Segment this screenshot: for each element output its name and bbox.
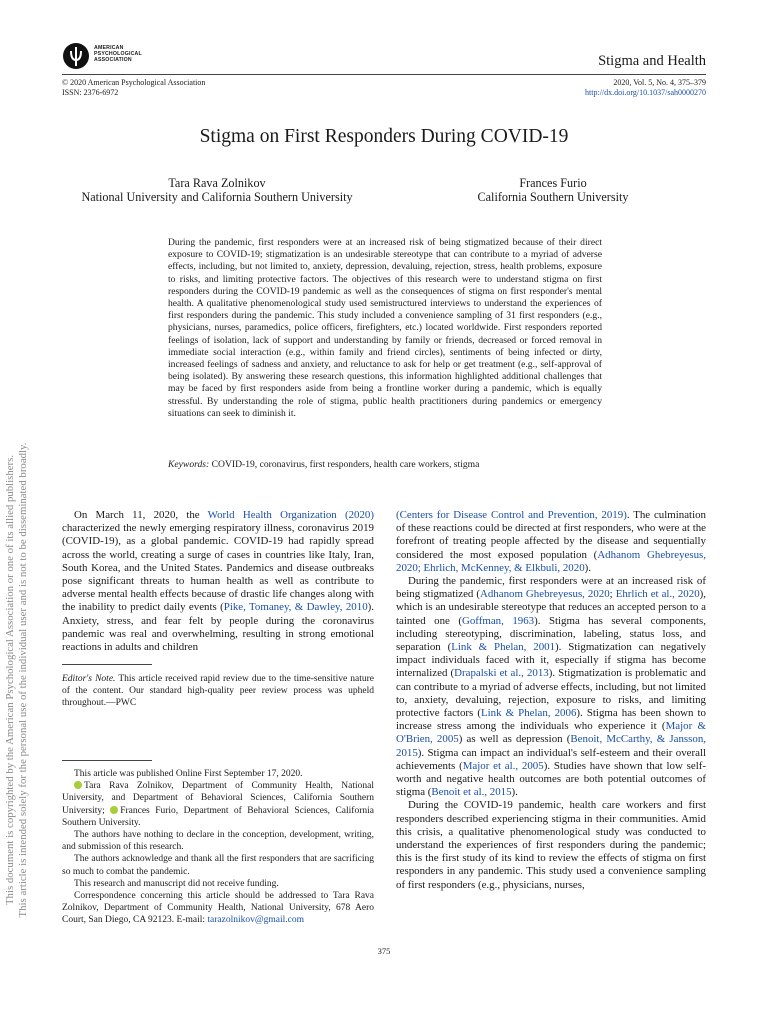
body-column-right — [396, 509, 706, 892]
text-run: ). Anxiety, stress, and fear felt by people during the coronavirus pandemic was real and overwhelming, resulting in strong emotional reactions in adults and children — [62, 601, 375, 654]
footnote-text: Correspondence concerning this article should be addressed to Tara Rava Zolnikov, Department of Community Health, National University, 678 Aero Court, San Diego, CA 92123. E-mail: — [62, 891, 374, 926]
text-run: ). Stigma has several components, including stereotyping, discrimination, labeling, status loss, and separation ( — [396, 614, 707, 654]
text-run: ). Stigma has been shown to increase stress among the individuals who experience it ( — [396, 707, 707, 733]
volume-line: 2020, Vol. 5, No. 4, 375–379 — [613, 78, 706, 87]
keywords — [168, 459, 602, 470]
citation-link[interactable]: Drapalski et al., 2013 — [454, 667, 549, 680]
citation-link[interactable]: Adhanom Ghebreyesus, 2020 — [480, 588, 610, 601]
citation-link[interactable]: Benoit, McCarthy, & Jansson, 2015 — [396, 733, 706, 759]
side-notice-line-2: This article is intended solely for the personal use of the individual user and is not to be disseminated broadly. — [17, 442, 29, 918]
text-run: ). Stigma can impact an individual's self-esteem and their overall achievements ( — [396, 746, 706, 772]
footnote-author-1 — [62, 780, 374, 829]
body-paragraph — [62, 509, 374, 654]
journal-name: Stigma and Health — [598, 53, 706, 69]
copyright-line: © 2020 American Psychological Association — [62, 78, 206, 87]
citation-block — [585, 78, 706, 97]
text-run: ; — [609, 588, 616, 601]
orcid-icon[interactable] — [110, 806, 118, 814]
editors-note — [62, 673, 374, 710]
footnote-text: Tara Rava Zolnikov, Department of Community Health, National University, and Department of Behavioral Sciences, California Southern University; — [62, 781, 374, 816]
citation-link[interactable]: World Health Organization (2020) — [207, 509, 375, 521]
body-column-left — [62, 509, 374, 654]
apa-logo-text: AMERICAN PSYCHOLOGICAL ASSOCIATION — [94, 45, 142, 63]
keywords-label: Keywords: — [168, 459, 210, 470]
footnote-thanks: The authors acknowledge and thank all the first responders that are sacrificing so much to combat the pandemic. — [62, 854, 374, 877]
apa-logo-icon — [62, 42, 90, 70]
author-footnotes — [62, 768, 374, 927]
citation-link[interactable]: Pike, Tomaney, & Dawley, 2010 — [223, 601, 368, 614]
page-number: 375 — [377, 946, 391, 956]
body-paragraph — [396, 799, 706, 891]
footnote-correspondence — [62, 890, 374, 927]
apa-logo — [62, 42, 172, 72]
author-2-affiliation: California Southern University — [477, 190, 629, 204]
copyright-block — [62, 78, 205, 97]
text-run: During the COVID-19 pandemic, health care workers and first responders described experiencing stigma in their communities. Amid this crisis, a qualitative phenomenological study was conducted to understand the experiences of first responders during the pandemic; this is the first study of its kind to review the effects of stigma on first responders in any pandemic. This study used a convenience sampling of first responders (e.g., physicians, nurses, — [396, 799, 706, 891]
side-notice-line-1: This document is copyrighted by the American Psychological Association or one of its allied publishers. — [4, 454, 16, 906]
citation-link[interactable]: Link & Phelan, 2001 — [451, 641, 556, 654]
doi-link[interactable]: http://dx.doi.org/10.1037/sah0000270 — [585, 87, 706, 97]
citation-link[interactable]: (Centers for Disease Control and Prevention, 2019) — [396, 509, 627, 521]
copyright-side-notice — [4, 360, 60, 1000]
footnote-funding: This research and manuscript did not receive funding. — [74, 878, 279, 889]
citation-link[interactable]: Benoit et al., 2015 — [431, 786, 512, 799]
citation-link[interactable]: Goffman, 1963 — [461, 614, 535, 627]
text-run: ). Stigmatization is problematic and can contribute to a myriad of adverse effects, including, but not limited to, anxiety, devaluing, rejection, exposure to risks, and limiting protective factors ( — [396, 667, 707, 720]
body-paragraph — [396, 575, 706, 799]
orcid-icon[interactable] — [74, 781, 82, 789]
body-paragraph — [396, 509, 706, 575]
text-run: characterized the newly emerging respiratory illness, coronavirus 2019 (COVID-19), as a global pandemic. COVID-19 had rapidly spread across the world, creating a surge of cases in countries like Italy, Iran, South Korea, and the United States. Pandemics and disease outbreaks pose significant threats to human health as well as contribute to adverse mental health effects because of drastic life changes along with the inability to predict daily events ( — [62, 522, 374, 614]
editors-note-text: This article received rapid review due to the time-sensitive nature of the content. Our standard high-quality peer review process was upheld throughout.—PWC — [62, 674, 374, 709]
email-link[interactable]: tarazolnikov@gmail.com — [207, 915, 305, 926]
text-run: On March 11, 2020, the — [74, 509, 208, 521]
citation-link[interactable]: Major & O'Brien, 2005 — [396, 720, 707, 746]
citation-link[interactable]: Ehrlich et al., 2020 — [615, 588, 700, 601]
citation-link[interactable]: Link & Phelan, 2006 — [480, 707, 577, 720]
author-2-name: Frances Furio — [519, 176, 587, 190]
author-1-name: Tara Rava Zolnikov — [168, 176, 266, 190]
header-divider — [62, 74, 706, 75]
text-run: During the pandemic, first responders were at an increased risk of being stigmatized ( — [396, 575, 706, 601]
footnote-text: Frances Furio, Department of Behavioral Sciences, California Southern University. — [62, 805, 374, 828]
text-run: ). Studies have shown that low self-worth and negative health outcomes are both potential outcomes of stigma ( — [396, 759, 706, 799]
footnote-published: This article was published Online First September 17, 2020. — [74, 769, 303, 779]
citation-link[interactable]: Major et al., 2005 — [462, 759, 544, 772]
text-run: ), which is an undesirable stereotype that reduces an accepted person to a tainted one ( — [396, 588, 706, 627]
author-2 — [448, 176, 658, 204]
abstract: During the pandemic, first responders were at an increased risk of being stigmatized because of their direct exposure to COVID-19; stigmatization is an undesirable stereotype that can contribute to a myriad of adverse effects, including, but not limited to, anxiety, depression, devaluing, rejection, stress, health problems, exposure to risks, and limiting protective factors. The objectives of this research were to understand stigma on first responders during the COVID-19 pandemic as well as the consequences of stigma on first responder's mental health. A qualitative phenomenological study used semistructured interviews to understand the experiences of first responders during the pandemic. This study included a convenience sampling of 31 first responders (e.g., physicians, nurses, paramedics, police officers, firefighters, etc.) located worldwide. First responders reported feelings of isolation, lack of support and understanding by family or friends, decreased or forced removal in immediate social interaction (e.g., within family and friend circles), sentiments of being infected or dirty, increased feelings of sadness and anxiety, and reluctance to ask for help or get treatment (e.g., self-approval of being isolated). By answering these research questions, this information highlighted additional challenges that may be faced by first responders aside from being a frontline worker during a pandemic, which is equally stressful. By understanding the role of stigma, public health practitioners during pandemics or emergency situations can seek to diminish it. — [168, 237, 602, 419]
author-1 — [62, 176, 372, 204]
text-run: . The culmination of these reactions could be directed at first responders, who were at the forefront of treating people affected by the disease and sequentially considered the most exposed population ( — [396, 509, 706, 561]
editors-note-label: Editor's Note. — [62, 674, 116, 684]
issn-line: ISSN: 2376-6972 — [62, 87, 119, 97]
author-1-affiliation: National University and California Southern University — [81, 190, 353, 204]
text-run: ). — [584, 561, 591, 574]
text-run: ) as well as depression ( — [458, 733, 571, 746]
article-title: Stigma on First Responders During COVID-19 — [199, 126, 569, 147]
footnote-divider — [62, 664, 152, 665]
footnote-conflict: The authors have nothing to declare in the conception, development, writing, and submission of this research. — [62, 830, 374, 853]
text-run: ). Stigmatization can negatively impact individuals faced with it, especially if stigma has become internalized ( — [396, 641, 706, 680]
footnote-divider — [62, 760, 152, 761]
citation-link[interactable]: Adhanom Ghebreyesus, 2020; Ehrlich, McKenney, & Elkbuli, 2020 — [396, 548, 706, 574]
keywords-text: COVID-19, coronavirus, first responders, health care workers, stigma — [211, 459, 480, 470]
text-run: ). — [511, 786, 518, 799]
